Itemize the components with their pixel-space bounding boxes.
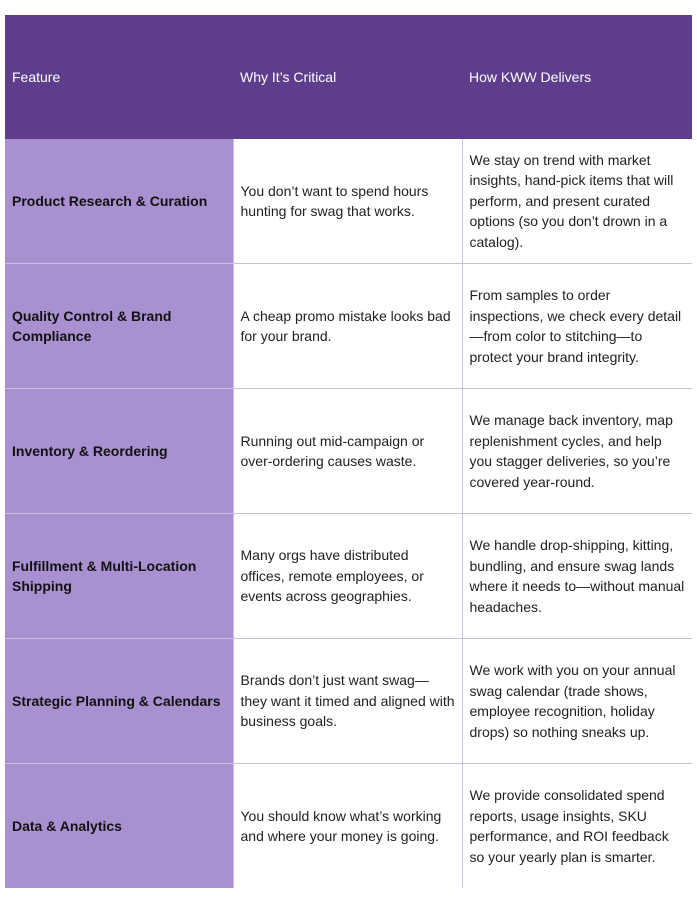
why-cell: You don’t want to spend hours hunting for swag that works.: [233, 139, 462, 264]
table-row: [5, 139, 692, 264]
why-cell: Brands don’t just want swag—they want it timed and aligned with business goals.: [233, 639, 462, 764]
how-cell: We provide consolidated spend reports, usage insights, SKU performance, and ROI feedback so your yearly plan is smarter.: [469, 787, 669, 865]
table-row: [5, 639, 692, 764]
table-header-row: [5, 15, 692, 139]
how-cell: We work with you on your annual swag calendar (trade shows, employee recognition, holiday drops) so nothing sneaks up.: [462, 639, 692, 764]
how-cell: From samples to order inspections, we check every detail—from color to stitching—to protect your brand integrity.: [462, 264, 692, 389]
feature-cell: Quality Control & Brand Compliance: [5, 264, 233, 389]
feature-cell: Data & Analytics: [5, 764, 233, 889]
features-table: [5, 15, 692, 888]
feature-cell: Strategic Planning & Calendars: [5, 639, 233, 764]
how-cell: We handle drop-shipping, kitting, bundling, and ensure swag lands where it needs to—without manual headaches.: [462, 514, 692, 639]
how-cell: We manage back inventory, map replenishment cycles, and help you stagger deliveries, so you’re covered year-round.: [462, 389, 692, 514]
table-row: [5, 764, 692, 889]
header-feature: Feature: [5, 15, 233, 139]
how-cell: We stay on trend with market insights, hand-pick items that will perform, and present curated options (so you don’t drown in a catalog).: [462, 139, 692, 264]
feature-cell: Product Research & Curation: [5, 139, 233, 264]
feature-cell: Inventory & Reordering: [5, 389, 233, 514]
why-cell: A cheap promo mistake looks bad for your brand.: [233, 264, 462, 389]
table-row: [5, 264, 692, 389]
feature-cell: Fulfillment & Multi-Location Shipping: [5, 514, 233, 639]
header-how-kww-delivers: How KWW Delivers: [462, 15, 692, 139]
why-cell: Many orgs have distributed offices, remote employees, or events across geographies.: [233, 514, 462, 639]
header-why-critical: Why It’s Critical: [233, 15, 462, 139]
table-row: [5, 389, 692, 514]
why-cell: Running out mid-campaign or over-ordering causes waste.: [233, 389, 462, 514]
why-cell: You should know what’s working and where your money is going.: [233, 764, 462, 889]
table-row: [5, 514, 692, 639]
